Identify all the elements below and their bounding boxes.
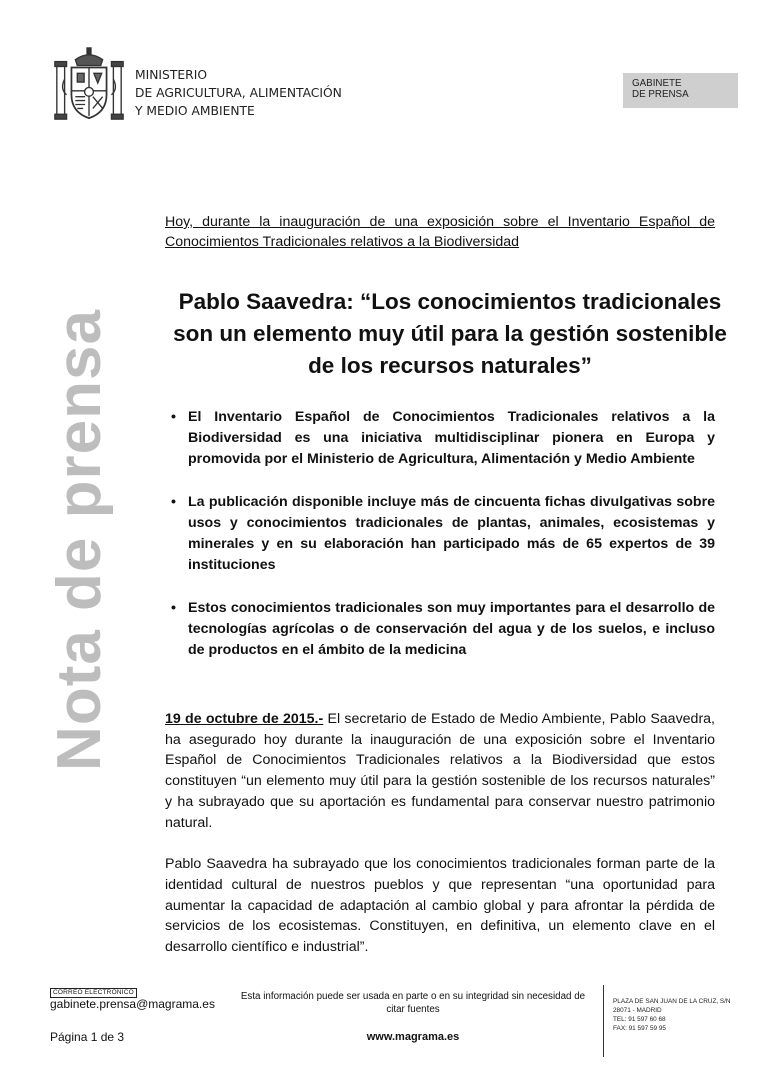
list-item-text: La publicación disponible incluye más de cincuenta fichas divulgativas sobre usos y conocimientos tradicionales de plantas, animales, ecosistemas y minerales y en su elaboración han participado más de 65 expertos de 39 instituciones — [188, 494, 715, 573]
list-item — [165, 598, 715, 661]
address-block — [613, 997, 731, 1033]
address-line: TEL: 91 597 60 68 — [613, 1016, 666, 1023]
key-points-list — [165, 407, 715, 683]
ministry-line: Y MEDIO AMBIENTE — [135, 104, 255, 118]
side-label-container — [45, 308, 114, 771]
list-item — [165, 407, 715, 470]
ministry-line: MINISTERIO — [135, 68, 207, 82]
gabinete-line: GABINETE — [632, 78, 682, 89]
list-item — [165, 492, 715, 576]
address-line: PLAZA DE SAN JUAN DE LA CRUZ, S/N — [613, 998, 731, 1005]
bullet-icon: • — [171, 600, 176, 616]
list-item-text: Estos conocimientos tradicionales son muy importantes para el desarrollo de tecnologías agrícolas o de conservación del agua y de los suelos, e incluso de productos en el ámbito de la medicina — [188, 600, 715, 658]
footer-divider — [603, 985, 604, 1057]
email-link[interactable]: gabinete.prensa@magrama.es — [50, 997, 215, 1011]
headline: Pablo Saavedra: “Los conocimientos tradicionales son un elemento muy útil para la gestión sostenible de los recursos naturales” — [173, 289, 727, 378]
website-link[interactable]: www.magrama.es — [366, 1031, 460, 1043]
bullet-icon: • — [171, 409, 176, 425]
paragraph — [165, 709, 715, 833]
article-body — [165, 709, 715, 979]
side-label: Nota de prensa — [45, 308, 114, 771]
paragraph: Pablo Saavedra ha subrayado que los conocimientos tradicionales forman parte de la identidad cultural de nuestros pueblos y que representan “una oportunidad para aumentar la capacidad de adaptación al cambio global y para afrontar la pérdida de servicios de los ecosistemas. Constituyen, en definitiva, un elemento clave en el desarrollo científico e industrial”. — [165, 856, 715, 956]
dateline: 19 de octubre de 2015.- — [165, 711, 324, 727]
subtitle: Hoy, durante la inauguración de una exposición sobre el Inventario Español de Conocimientos Tradicionales relativos a la Biodiversidad — [165, 214, 715, 250]
list-item-text: El Inventario Español de Conocimientos Tradicionales relativos a la Biodiversidad es una iniciativa multidisciplinar pionera en Europa y promovida por el Ministerio de Agricultura, Alimentación y Medio Ambiente — [188, 409, 715, 467]
paragraph-text: El secretario de Estado de Medio Ambiente, Pablo Saavedra, ha asegurado hoy durante la inauguración de una exposición sobre el Inventario Español de Conocimientos Tradicionales relativos a la Biodiversidad que estos constituyen “un elemento muy útil para la gestión sostenible de los recursos naturales” y ha subrayado que su aportación es fundamental para conservar nuestro patrimonio natural. — [165, 711, 715, 831]
address-line: 28071 - MADRID — [613, 1007, 662, 1014]
coat-of-arms-logo — [50, 46, 128, 124]
gabinete-box — [623, 73, 738, 108]
ministry-name — [135, 66, 342, 120]
page-number: Página 1 de 3 — [50, 1030, 125, 1044]
address-line: FAX: 91 597 59 95 — [613, 1025, 666, 1032]
email-label: CORREO ELECTRÓNICO — [50, 988, 137, 998]
gabinete-line: DE PRENSA — [632, 89, 689, 100]
usage-disclaimer: Esta información puede ser usada en parte o en su integridad sin necesidad de citar fuentes — [240, 991, 586, 1015]
ministry-line: DE AGRICULTURA, ALIMENTACIÓN — [135, 86, 342, 100]
bullet-icon: • — [171, 494, 176, 510]
